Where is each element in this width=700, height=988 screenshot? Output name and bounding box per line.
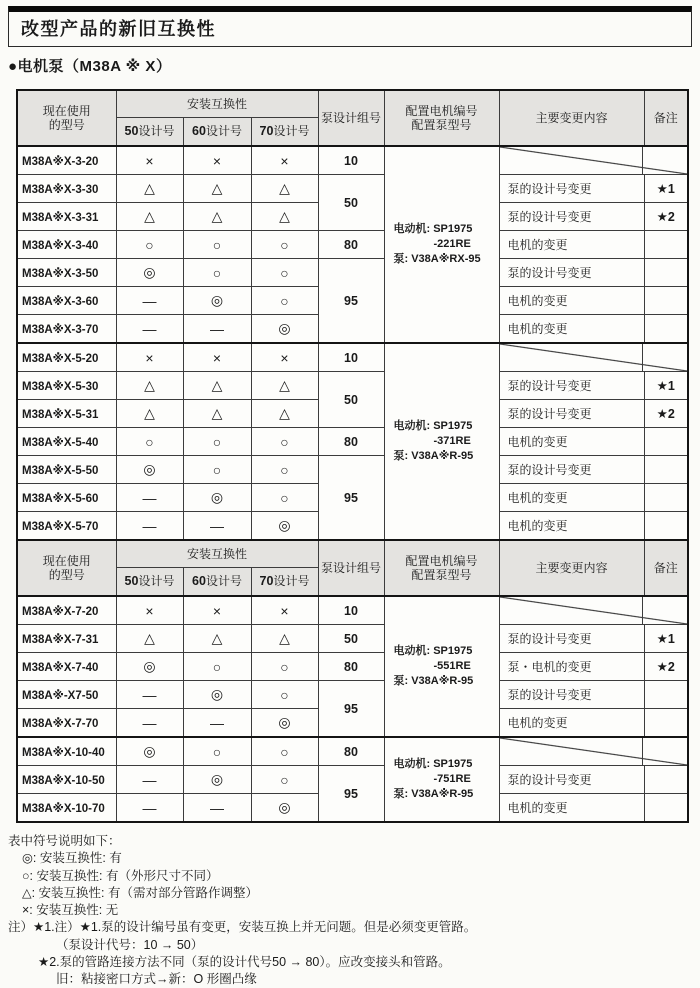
motor-config-line: 泵: V38A※R-95 [393,449,474,462]
compat-symbol-cell: — [183,512,251,541]
footnote-star1-detail: （泵设计代号：10 → 50） [56,937,204,952]
header-main-change: 主要变更内容 [499,90,644,146]
table-row [17,596,688,625]
motor-config-cell [384,343,499,540]
compat-symbol-cell: ○ [116,428,183,456]
pump-group-cell: 95 [318,681,384,738]
header-current-model-line2: 的型号 [48,568,85,582]
compat-symbol-cell: ◎ [116,737,183,766]
compat-symbol-cell: △ [116,175,183,203]
pump-group-cell: 50 [318,372,384,428]
compat-symbol-cell: ○ [251,287,318,315]
compat-symbol-cell: ○ [183,653,251,681]
compat-symbol-cell: ◎ [183,681,251,709]
header-install-compat: 安装互换性 [116,540,318,568]
motor-config-cell [384,596,499,737]
remark-cell [644,766,688,794]
motor-config-cell [384,146,499,343]
header-current-model [17,540,116,596]
compat-symbol-cell: △ [116,400,183,428]
compat-symbol-cell: × [116,146,183,175]
compat-symbol-cell: △ [251,372,318,400]
change-cell: 电机的变更 [499,794,644,823]
motor-config-line: 泵: V38A※R-95 [393,787,474,800]
compat-symbol-cell: × [251,146,318,175]
table-row [17,343,688,372]
compat-symbol-cell: △ [116,372,183,400]
compat-symbol-cell: ○ [251,737,318,766]
pump-group-cell: 80 [318,428,384,456]
model-cell: M38A※X-5-60 [17,484,116,512]
remark-cell [644,259,688,287]
change-cell: 泵的设计号变更 [499,203,644,231]
diagonal-slash-cell [499,596,688,625]
motor-config-line: 电动机: SP1975 [393,223,473,236]
motor-config-line: -751RE [433,773,471,786]
table-row [17,428,688,456]
table-row [17,766,688,794]
compat-symbol-cell: △ [183,372,251,400]
header-current-model-line1: 现在使用 [42,103,91,118]
compat-symbol-cell: — [116,766,183,794]
model-cell: M38A※X-5-31 [17,400,116,428]
compat-symbol-cell: △ [183,625,251,653]
remark-cell [644,287,688,315]
compat-symbol-cell: ◎ [116,259,183,287]
compat-symbol-cell: — [116,287,183,315]
remark-cell: ★1 [644,372,688,400]
compat-symbol-cell: ○ [183,456,251,484]
change-cell: 泵的设计号变更 [499,400,644,428]
motor-config-cell [384,737,499,822]
header-remark: 备注 [644,540,688,596]
compat-symbol-cell: × [116,343,183,372]
diagonal-slash-cell [499,737,688,766]
remark-cell [644,709,688,738]
motor-config-line: 泵: V38A※RX-95 [393,252,481,265]
header-current-model-line2: 的型号 [48,118,85,132]
change-cell: 泵的设计号变更 [499,259,644,287]
diagonal-slash-cell [499,146,688,175]
compat-symbol-cell: ◎ [183,766,251,794]
model-cell: M38A※X-3-20 [17,146,116,175]
compat-table [16,89,689,823]
design-col-number: 60 [192,124,206,138]
compat-symbol-cell: ○ [251,428,318,456]
table-row [17,681,688,709]
header-pump-design-group: 泵设计组号 [318,90,384,146]
header-motor-config [384,90,499,146]
pump-group-cell: 10 [318,596,384,625]
compat-symbol-cell: — [116,315,183,344]
model-cell: M38A※X-7-20 [17,596,116,625]
model-cell: M38A※X-7-31 [17,625,116,653]
change-cell: 电机的变更 [499,709,644,738]
compat-symbol-cell: × [251,343,318,372]
pump-group-cell: 50 [318,625,384,653]
table-row [17,231,688,259]
change-cell: 泵的设计号变更 [499,681,644,709]
table-row [17,737,688,766]
legend-item-triangle: △: 安装互换性: 有（需对部分管路作调整） [22,885,259,900]
compat-symbol-cell: — [183,315,251,344]
model-cell: M38A※X-3-30 [17,175,116,203]
remark-cell [644,428,688,456]
table-row [17,456,688,484]
compat-symbol-cell: △ [251,400,318,428]
compat-symbol-cell: ○ [251,766,318,794]
pump-group-cell: 95 [318,259,384,344]
compat-symbol-cell: ◎ [251,709,318,738]
compat-symbol-cell: ◎ [183,287,251,315]
motor-config-line: 电动机: SP1975 [393,758,473,771]
pump-group-cell: 50 [318,175,384,231]
compat-symbol-cell: — [116,484,183,512]
header-motor-config-line1: 配置电机编号 [405,553,478,568]
table-row [17,146,688,175]
compat-symbol-cell: ◎ [251,315,318,344]
compat-symbol-cell: — [116,681,183,709]
table-section [17,540,688,822]
table-row [17,625,688,653]
model-cell: M38A※X-3-40 [17,231,116,259]
compat-symbol-cell: — [116,512,183,541]
model-cell: M38A※-X7-50 [17,681,116,709]
remark-cell [644,681,688,709]
compat-symbol-cell: × [183,343,251,372]
change-cell: 泵的设计号变更 [499,175,644,203]
remark-cell [644,456,688,484]
compat-symbol-cell: ○ [251,484,318,512]
design-col-number: 70 [259,574,274,588]
compat-symbol-cell: × [251,596,318,625]
compat-symbol-cell: △ [183,203,251,231]
pump-group-cell: 80 [318,653,384,681]
header-design-col: 70设计号 [251,568,318,597]
compat-symbol-cell: × [116,596,183,625]
pump-group-cell: 95 [318,456,384,541]
pump-group-cell: 95 [318,766,384,823]
compat-symbol-cell: ◎ [251,512,318,541]
compat-symbol-cell: △ [116,203,183,231]
header-pump-design-group: 泵设计组号 [318,540,384,596]
compat-symbol-cell: — [183,794,251,823]
compat-symbol-cell: — [116,709,183,738]
compat-symbol-cell: — [183,709,251,738]
header-design-col: 50设计号 [116,118,183,147]
model-cell: M38A※X-7-70 [17,709,116,738]
change-cell: 电机的变更 [499,484,644,512]
compat-symbol-cell: ○ [183,428,251,456]
compat-symbol-cell: ○ [183,737,251,766]
legend-intro: 表中符号说明如下： [8,834,121,848]
compat-symbol-cell: △ [251,175,318,203]
motor-config-line: 电动机: SP1975 [393,645,473,658]
compat-symbol-cell: — [116,794,183,823]
legend [8,833,700,988]
model-cell: M38A※X-3-31 [17,203,116,231]
design-col-number: 50 [124,574,139,588]
table-section [17,90,688,540]
change-cell: 电机的变更 [499,231,644,259]
compat-symbol-cell: ◎ [251,794,318,823]
table-row [17,175,688,203]
compat-symbol-cell: ○ [251,653,318,681]
header-current-model [17,90,116,146]
change-cell: 电机的变更 [499,287,644,315]
compat-symbol-cell: ○ [183,259,251,287]
compat-symbol-cell: ◎ [116,653,183,681]
remark-cell: ★2 [644,653,688,681]
table-row [17,259,688,287]
remark-cell: ★1 [644,625,688,653]
model-cell: M38A※X-10-40 [17,737,116,766]
change-cell: 电机的变更 [499,315,644,344]
change-cell: 泵的设计号变更 [499,625,644,653]
remark-cell: ★2 [644,203,688,231]
diagonal-slash-cell [499,343,688,372]
header-design-col: 60设计号 [183,568,251,597]
compat-symbol-cell: ○ [251,231,318,259]
model-cell: M38A※X-5-40 [17,428,116,456]
footnote-star2: ★2.泵的管路连接方法不同（泵的设计代号50 → 80）。应改变接头和管路。 [38,954,451,969]
header-motor-config-line2: 配置泵型号 [411,118,472,132]
header-row-1 [17,540,688,568]
header-install-compat: 安装互换性 [116,90,318,118]
header-design-col: 70设计号 [251,118,318,147]
change-cell: 电机的变更 [499,512,644,541]
pump-group-cell: 80 [318,231,384,259]
motor-config-line: -221RE [433,238,471,251]
table-row [17,372,688,400]
footnotes [8,919,700,988]
design-col-number: 70 [259,124,274,138]
design-col-number: 60 [192,574,206,588]
remark-cell: ★1 [644,175,688,203]
change-cell: 泵・电机的变更 [499,653,644,681]
remark-cell [644,512,688,541]
model-cell: M38A※X-7-40 [17,653,116,681]
model-cell: M38A※X-3-60 [17,287,116,315]
model-cell: M38A※X-5-70 [17,512,116,541]
header-current-model-line1: 现在使用 [42,553,91,568]
model-cell: M38A※X-10-50 [17,766,116,794]
compat-symbol-cell: △ [183,175,251,203]
compat-symbol-cell: ○ [183,231,251,259]
model-cell: M38A※X-10-70 [17,794,116,823]
model-cell: M38A※X-3-50 [17,259,116,287]
model-cell: M38A※X-5-30 [17,372,116,400]
header-row-1 [17,90,688,118]
remark-cell [644,315,688,344]
motor-config-line: 电动机: SP1975 [393,420,473,433]
compat-symbol-cell: × [183,146,251,175]
motor-config-line: -551RE [433,660,471,673]
motor-config-line: -371RE [433,435,471,448]
header-design-col: 60设计号 [183,118,251,147]
change-cell: 泵的设计号变更 [499,456,644,484]
compat-symbol-cell: ○ [251,681,318,709]
footnote-star2-detail: 旧：粘接密口方式→新：O 形圈凸缘 [56,972,257,986]
compat-symbol-cell: △ [183,400,251,428]
compat-symbol-cell: × [183,596,251,625]
header-motor-config [384,540,499,596]
compat-symbol-cell: △ [116,625,183,653]
footnote-star1: 注）★1.注）★1.泵的设计编号虽有变更，安装互换上并无问题。但是必须变更管路。 [8,920,477,935]
model-cell: M38A※X-3-70 [17,315,116,344]
remark-cell [644,794,688,823]
header-remark: 备注 [644,90,688,146]
table-row [17,653,688,681]
legend-item-circle: ○: 安装互换性: 有（外形尺寸不同） [22,868,219,883]
compat-symbol-cell: ○ [116,231,183,259]
compat-symbol-cell: △ [251,625,318,653]
change-cell: 泵的设计号变更 [499,766,644,794]
change-cell: 电机的变更 [499,428,644,456]
legend-item-double-circle: ◎: 安装互换性: 有 [22,851,122,866]
remark-cell: ★2 [644,400,688,428]
compat-symbol-cell: ○ [251,456,318,484]
motor-config-line: 泵: V38A※R-95 [393,674,474,687]
header-motor-config-line2: 配置泵型号 [411,568,472,582]
model-cell: M38A※X-5-20 [17,343,116,372]
header-main-change: 主要变更内容 [499,540,644,596]
pump-group-cell: 10 [318,343,384,372]
pump-group-cell: 80 [318,737,384,766]
legend-item-cross: ×: 安装互换性: 无 [22,903,119,917]
change-cell: 泵的设计号变更 [499,372,644,400]
header-design-col: 50设计号 [116,568,183,597]
compat-symbol-cell: ○ [251,259,318,287]
compat-symbol-cell: ◎ [183,484,251,512]
pump-group-cell: 10 [318,146,384,175]
remark-cell [644,484,688,512]
compat-symbol-cell: △ [251,203,318,231]
remark-cell [644,231,688,259]
page-title: 改型产品的新旧互换性 [8,6,692,47]
compat-symbol-cell: ◎ [116,456,183,484]
product-heading: ●电机泵（M38A ※ X） [8,58,172,75]
design-col-number: 50 [124,124,139,138]
model-cell: M38A※X-5-50 [17,456,116,484]
header-motor-config-line1: 配置电机编号 [405,103,478,118]
